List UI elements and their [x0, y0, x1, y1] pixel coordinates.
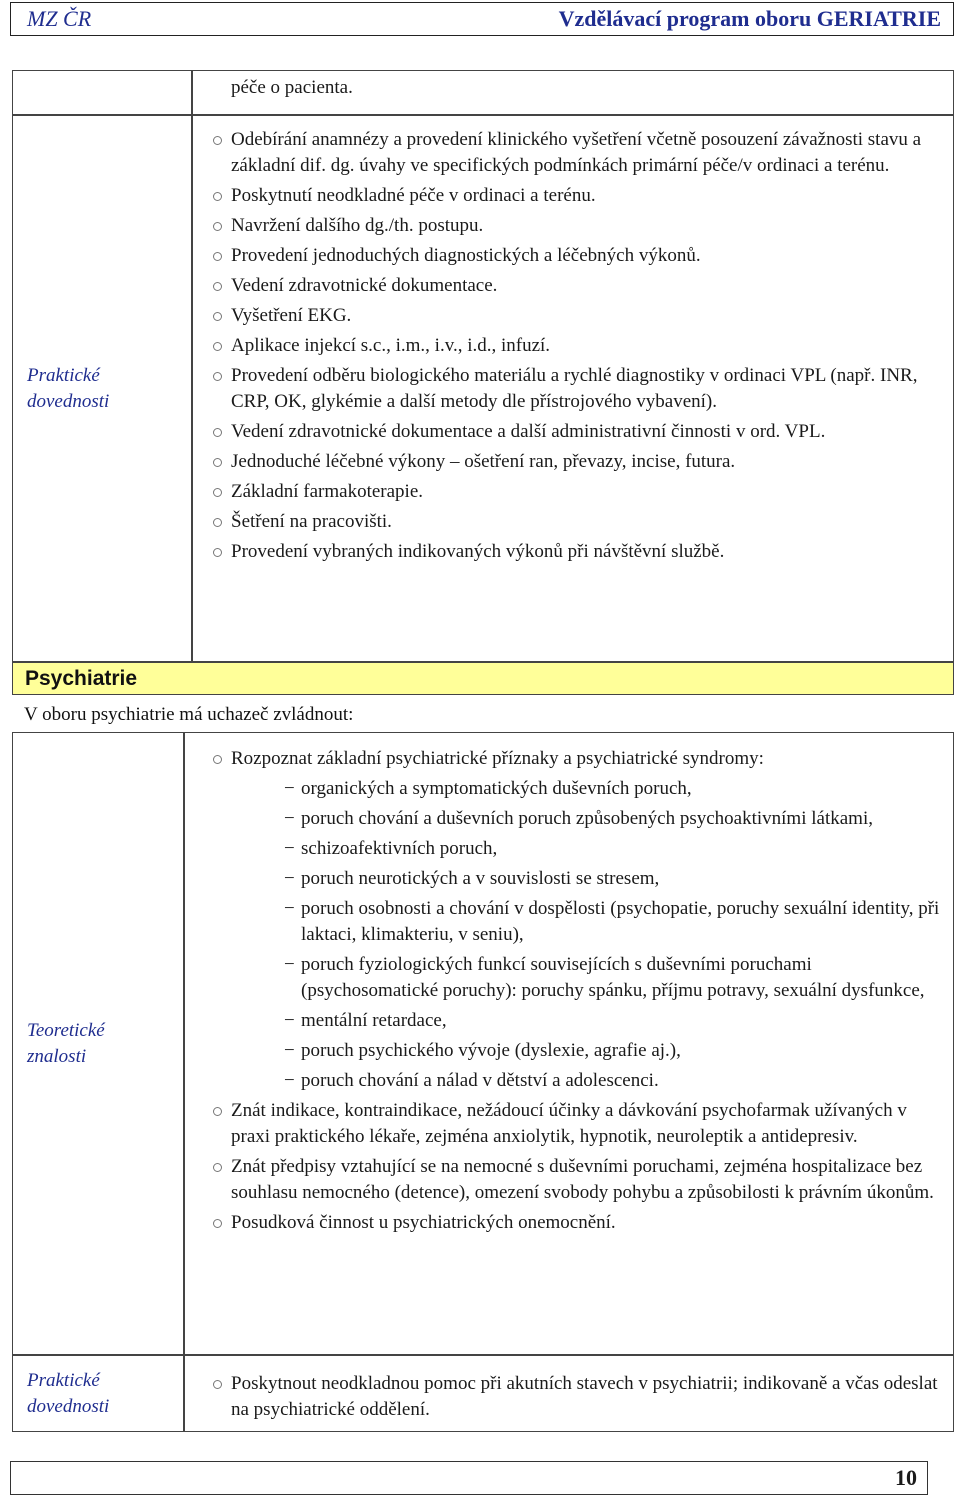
- list-item: Vedení zdravotnické dokumentace.: [211, 273, 923, 299]
- practical-skills-content-1: [192, 115, 954, 662]
- list-item: Znát předpisy vztahující se na nemocné s duševními poruchami, zejména hospitalizace bez souhlasu nemocného (detence), omezení svobody pohybu a způsobilosti k právním úkonům.: [211, 1154, 941, 1206]
- section-intro: V oboru psychiatrie má uchazeč zvládnout:: [24, 704, 354, 725]
- sub-list-item: − poruch osobnosti a chování v dospělosti (psychopatie, poruchy sexuální identity, při laktaci, klimakteriu, v seniu),: [284, 896, 941, 948]
- page-footer: [10, 1461, 928, 1495]
- practical-skills-list-1: [211, 127, 923, 565]
- sub-list-item: − poruch fyziologických funkcí souvisejících s duševními poruchami (psychosomatické poruchy): poruchy spánku, příjmu potravy, sexuální dysfunkce,: [284, 952, 941, 1004]
- list-item: Aplikace injekcí s.c., i.m., i.v., i.d., infuzí.: [211, 333, 923, 359]
- list-item: Šetření na pracovišti.: [211, 509, 923, 535]
- list-item: Jednoduché léčebné výkony – ošetření ran, převazy, incise, futura.: [211, 449, 923, 475]
- list-item: [211, 746, 941, 1094]
- practical-skills-content-2: [184, 1355, 954, 1432]
- list-item: Posudková činnost u psychiatrických onemocnění.: [211, 1210, 941, 1236]
- sub-list-item: − poruch psychického vývoje (dyslexie, agrafie aj.),: [284, 1038, 941, 1064]
- sub-list-item: − organických a symptomatických duševních poruch,: [284, 776, 941, 802]
- list-item: Poskytnout neodkladnou pomoc při akutních stavech v psychiatrii; indikovaně a včas odeslat na psychiatrické oddělení.: [211, 1371, 941, 1423]
- list-item: Navržení dalšího dg./th. postupu.: [211, 213, 923, 239]
- practical-skills-label-1: Praktické dovednosti: [12, 115, 192, 662]
- theory-knowledge-label: Teoretické znalosti: [12, 732, 184, 1355]
- sub-list-item: − mentální retardace,: [284, 1008, 941, 1034]
- list-item: Odebírání anamnézy a provedení klinického vyšetření včetně posouzení závažnosti stavu a základní dif. dg. úvahy ve specifických podmínkách primární péče/v ordinaci a terénu.: [211, 127, 923, 179]
- theory-knowledge-content: [184, 732, 954, 1355]
- practical-skills-list-2: [211, 1371, 941, 1423]
- list-item: Vyšetření EKG.: [211, 303, 923, 329]
- list-item: Poskytnutí neodkladné péče v ordinaci a terénu.: [211, 183, 923, 209]
- list-item: Základní farmakoterapie.: [211, 479, 923, 505]
- list-item: Provedení vybraných indikovaných výkonů při návštěvní službě.: [211, 539, 923, 565]
- syndromes-sublist: [231, 776, 941, 1094]
- page-header: [10, 2, 954, 36]
- sub-list-item: − schizoafektivních poruch,: [284, 836, 941, 862]
- sub-list-item: − poruch neurotických a v souvislosti se stresem,: [284, 866, 941, 892]
- theory-knowledge-list: [211, 746, 941, 1236]
- section-title-psychiatrie: Psychiatrie: [12, 662, 954, 695]
- sub-list-item: − poruch chování a nálad v dětství a adolescenci.: [284, 1068, 941, 1094]
- list-item: Znát indikace, kontraindikace, nežádoucí účinky a dávkování psychofarmak užívaných v praxi praktického lékaře, zejména anxiolytik, hypnotik, neuroleptik a antidepresiv.: [211, 1098, 941, 1150]
- header-program-title: Vzdělávací program oboru GERIATRIE: [558, 6, 941, 31]
- list-item: Provedení odběru biologického materiálu a rychlé diagnostiky v ordinaci VPL (např. INR, CRP, OK, glykémie a další metody dle přístrojového vybavení).: [211, 363, 923, 415]
- sub-list-item: − poruch chování a duševních poruch způsobených psychoaktivními látkami,: [284, 806, 941, 832]
- syndromes-intro: Rozpoznat základní psychiatrické příznaky a psychiatrické syndromy:: [231, 748, 764, 769]
- list-item: Vedení zdravotnické dokumentace a další administrativní činnosti v ord. VPL.: [211, 419, 923, 445]
- top-row-label-cell: [12, 70, 192, 115]
- top-row-text: péče o pacienta.: [231, 77, 353, 98]
- page-number: 10: [895, 1465, 917, 1490]
- list-item: Provedení jednoduchých diagnostických a léčebných výkonů.: [211, 243, 923, 269]
- practical-skills-label-2: Praktické dovednosti: [12, 1355, 184, 1432]
- header-ministry: MZ ČR: [27, 6, 92, 31]
- top-row-content-cell: [192, 70, 954, 115]
